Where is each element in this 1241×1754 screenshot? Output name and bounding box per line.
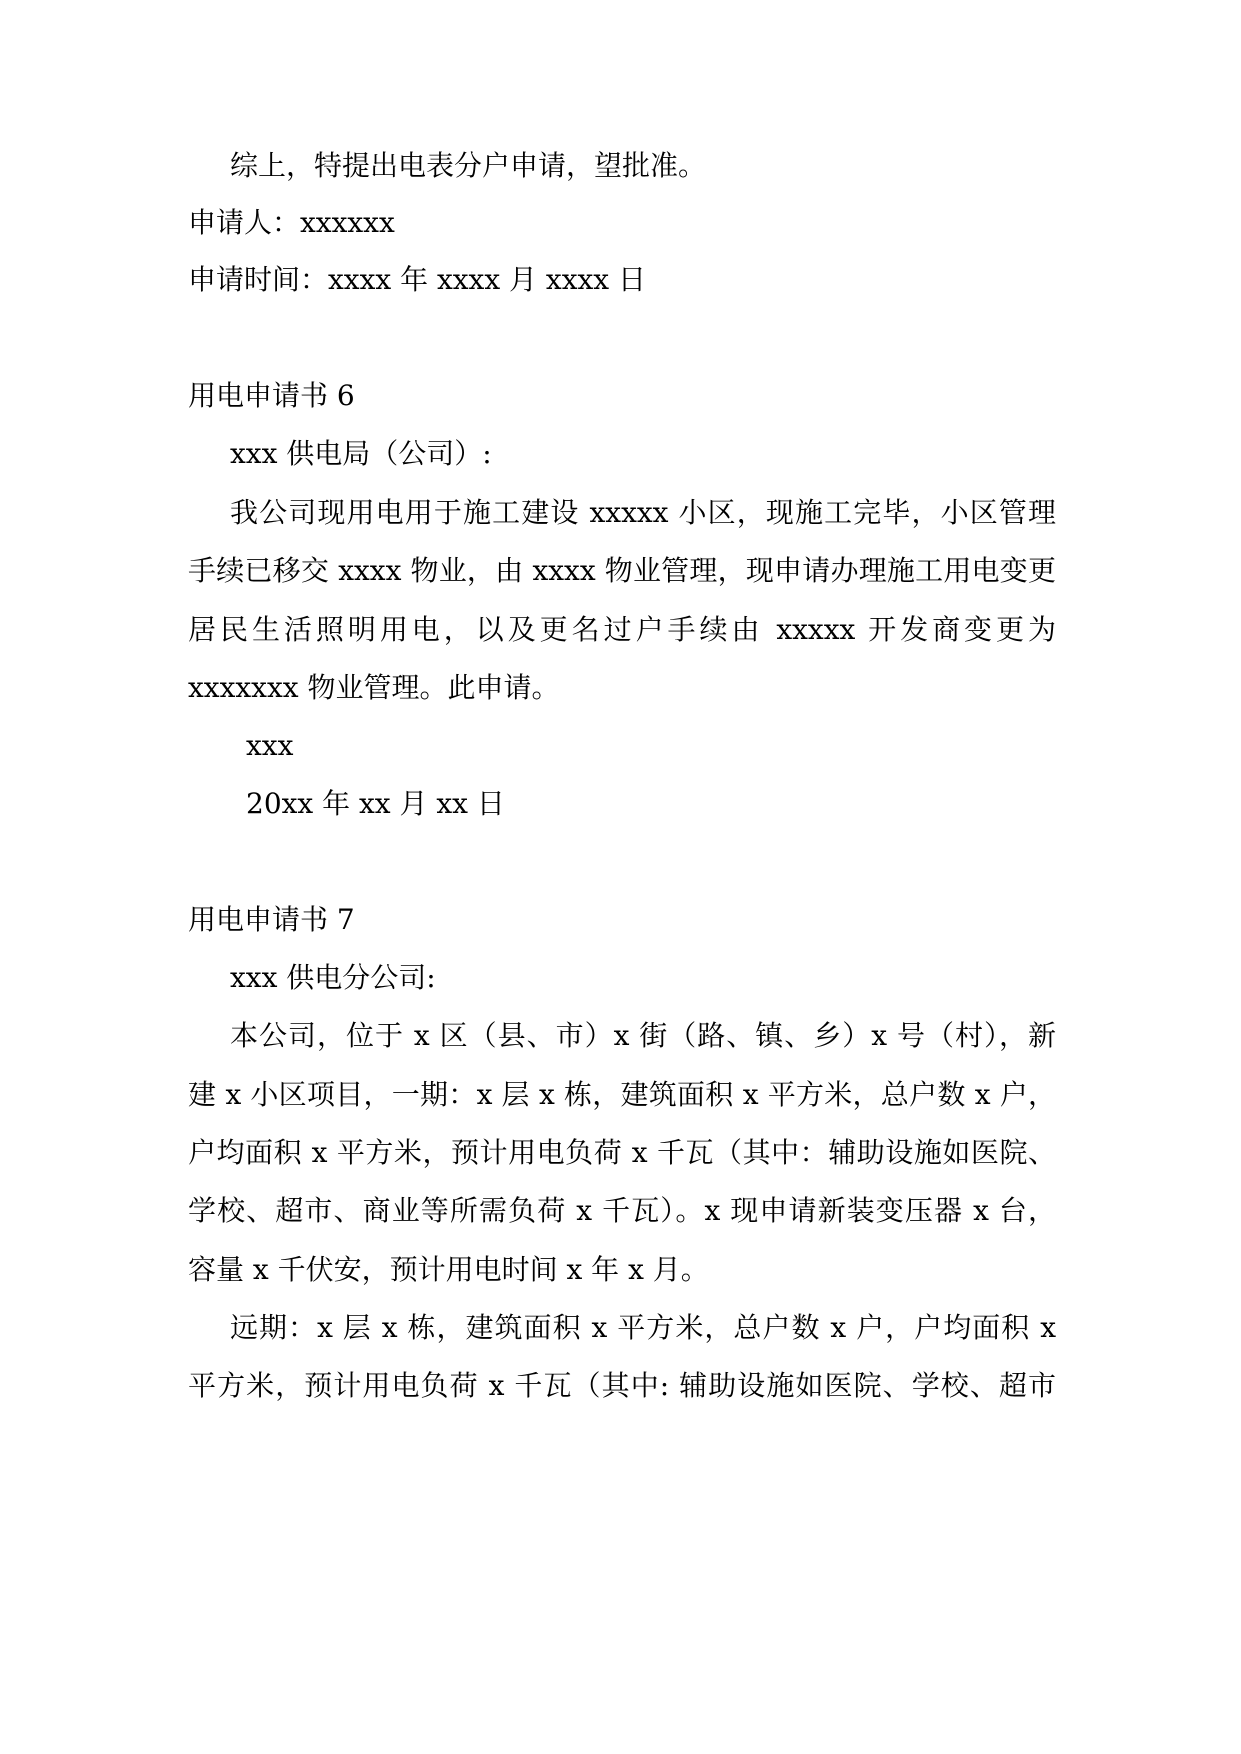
letter7-para2-line: 平方米，预计用电负荷 x 千瓦（其中: 辅助设施如医院、学校、超市 — [188, 1369, 1056, 1402]
letter7-para1-line: 建 x 小区项目，一期：x 层 x 栋，建筑面积 x 平方米，总户数 x 户， — [188, 1078, 1056, 1111]
letter7-salutation: xxx 供电分公司: — [230, 961, 436, 994]
letter6-body-line: xxxxxxx 物业管理。此申请。 — [188, 671, 560, 704]
letter6-body-line: 居民生活照明用电，以及更名过户手续由 xxxxx 开发商变更为 — [188, 613, 1056, 646]
letter7-para1-line: 学校、超市、商业等所需负荷 x 千瓦）。x 现申请新装变压器 x 台， — [188, 1194, 1056, 1227]
letter7-title: 用电申请书 7 — [188, 903, 355, 936]
letter6-title: 用电申请书 6 — [188, 379, 355, 412]
letter7-para1-line: 容量 x 千伏安，预计用电时间 x 年 x 月。 — [188, 1253, 709, 1286]
letter7-para2-line: 远期：x 层 x 栋，建筑面积 x 平方米，总户数 x 户，户均面积 x — [230, 1311, 1056, 1344]
letter6-body-line: 手续已移交 xxxx 物业，由 xxxx 物业管理，现申请办理施工用电变更 — [188, 554, 1056, 587]
applicant-line: 申请人：xxxxxx — [188, 206, 395, 239]
letter7-para1-line: 本公司，位于 x 区（县、市）x 街（路、镇、乡）x 号（村），新 — [230, 1019, 1056, 1052]
letter6-salutation: xxx 供电局（公司）: — [230, 437, 492, 470]
closing-statement: 综上，特提出电表分户申请，望批准。 — [230, 149, 707, 182]
letter6-date: 20xx 年 xx 月 xx 日 — [246, 787, 505, 820]
application-date-line: 申请时间：xxxx 年 xxxx 月 xxxx 日 — [188, 263, 646, 296]
letter7-para1-line: 户均面积 x 平方米，预计用电负荷 x 千瓦（其中：辅助设施如医院、 — [188, 1136, 1056, 1169]
letter6-signature: xxx — [246, 729, 294, 762]
letter6-body-line: 我公司现用电用于施工建设 xxxxx 小区，现施工完毕，小区管理 — [230, 496, 1056, 529]
